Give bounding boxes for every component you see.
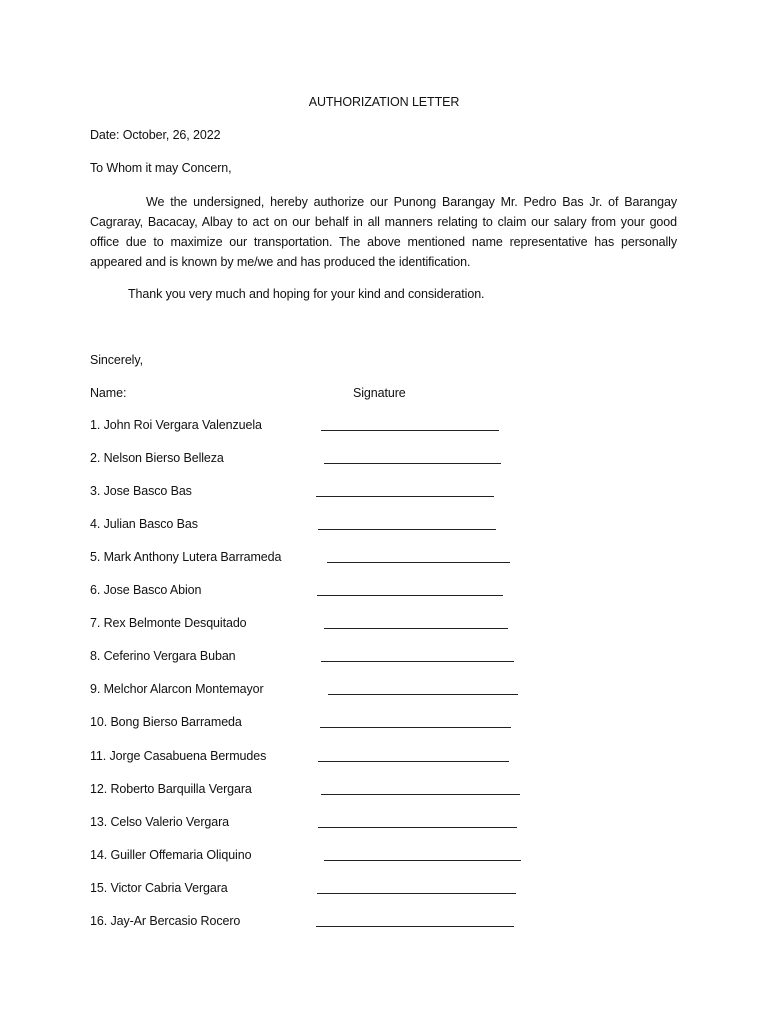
signatory-name: 11. Jorge Casabuena Bermudes [90,749,267,763]
signatory-name: 2. Nelson Bierso Belleza [90,451,224,465]
signatory-name: 14. Guiller Offemaria Oliquino [90,848,252,862]
signature-line [321,430,499,431]
signature-line [318,761,509,762]
letter-thanks: Thank you very much and hoping for your kind and consideration. [128,287,485,301]
signatory-name: 1. John Roi Vergara Valenzuela [90,418,262,432]
signature-column-header: Signature [353,386,406,400]
signatory-name: 15. Victor Cabria Vergara [90,881,228,895]
signatory-name: 6. Jose Basco Abion [90,583,202,597]
letter-body: We the undersigned, hereby authorize our Punong Barangay Mr. Pedro Bas Jr. of Barangay Cagraray, Bacacay, Albay to act on our behalf in all manners relating to claim our salary from your good office due to maximize our transportation. The above mentioned name representative has personally appeared and is known by me/we and has produced the identification. [90,195,677,269]
signature-line [316,926,514,927]
signature-line [324,628,508,629]
letter-closing: Sincerely, [90,353,143,367]
signatory-name: 9. Melchor Alarcon Montemayor [90,682,264,696]
signature-line [327,562,510,563]
signature-line [324,463,501,464]
signatory-name: 7. Rex Belmonte Desquitado [90,616,247,630]
signatory-name: 12. Roberto Barquilla Vergara [90,782,252,796]
signature-line [321,661,514,662]
signature-line [316,496,494,497]
signature-line [317,893,516,894]
signature-line [321,794,520,795]
signatory-name: 10. Bong Bierso Barrameda [90,715,242,729]
signatory-name: 13. Celso Valerio Vergara [90,815,230,829]
signatory-name: 4. Julian Basco Bas [90,517,198,531]
letter-salutation: To Whom it may Concern, [90,161,232,175]
signatory-name: 3. Jose Basco Bas [90,484,192,498]
signatory-name: 5. Mark Anthony Lutera Barrameda [90,550,282,564]
signatory-name: 8. Ceferino Vergara Buban [90,649,236,663]
signature-line [324,860,521,861]
signatory-name: 16. Jay-Ar Bercasio Rocero [90,914,241,928]
letter-title: AUTHORIZATION LETTER [308,95,460,109]
name-column-header: Name: [90,386,127,400]
signature-line [318,827,517,828]
signature-line [328,694,518,695]
letter-date: Date: October, 26, 2022 [90,128,221,142]
signature-line [320,727,511,728]
signature-line [317,595,503,596]
signature-line [318,529,496,530]
